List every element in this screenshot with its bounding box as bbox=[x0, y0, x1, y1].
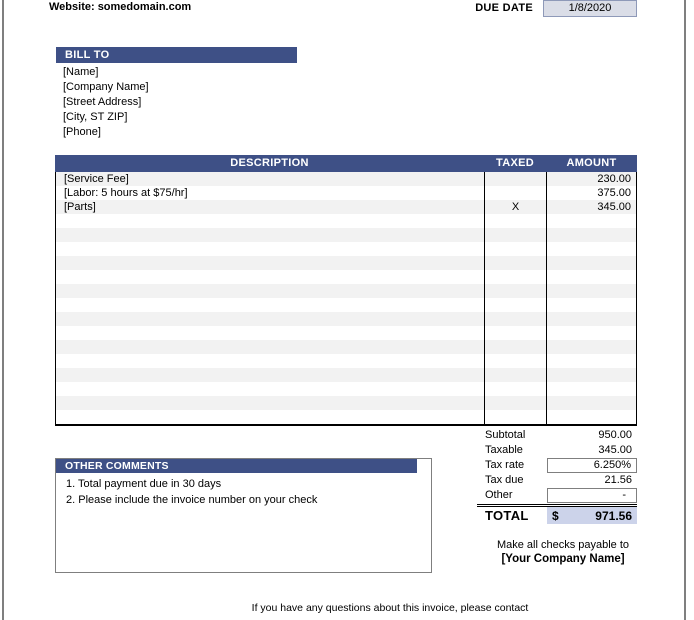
summary-row bbox=[477, 428, 637, 443]
cell-amount[interactable]: 230.00 bbox=[546, 172, 636, 186]
summary-rows bbox=[477, 428, 637, 503]
cell-description[interactable] bbox=[56, 326, 484, 340]
cell-description[interactable] bbox=[56, 340, 484, 354]
table-header-row bbox=[55, 155, 637, 172]
cell-taxed[interactable] bbox=[484, 228, 546, 242]
cell-amount[interactable] bbox=[546, 396, 636, 410]
cell-taxed[interactable] bbox=[484, 298, 546, 312]
table-row[interactable] bbox=[56, 368, 636, 382]
cell-description[interactable] bbox=[56, 270, 484, 284]
cell-description[interactable] bbox=[56, 382, 484, 396]
cell-description[interactable]: [Service Fee] bbox=[64, 173, 129, 185]
cell-amount[interactable] bbox=[546, 214, 636, 228]
table-row[interactable] bbox=[56, 382, 636, 396]
total-row bbox=[477, 504, 637, 524]
summary-value-input[interactable]: 6.250% bbox=[547, 458, 637, 473]
cell-amount[interactable] bbox=[546, 382, 636, 396]
table-row[interactable] bbox=[56, 186, 636, 200]
website-text: Website: somedomain.com bbox=[49, 1, 192, 13]
totals-summary bbox=[477, 428, 637, 524]
cell-taxed[interactable] bbox=[484, 354, 546, 368]
checks-payable bbox=[445, 538, 681, 567]
cell-description[interactable] bbox=[56, 410, 484, 424]
footer-contact-text: If you have any questions about this invoice, please contact bbox=[251, 602, 529, 614]
table-row[interactable] bbox=[56, 298, 636, 312]
cell-description[interactable]: [Parts] bbox=[64, 201, 96, 213]
payable-company-name[interactable]: [Your Company Name] bbox=[501, 553, 625, 565]
comment-line[interactable]: 2. Please include the invoice number on your check bbox=[66, 494, 318, 506]
table-row[interactable] bbox=[56, 410, 636, 424]
summary-label: Tax rate bbox=[485, 459, 525, 471]
table-row[interactable] bbox=[56, 172, 636, 186]
column-header-taxed: TAXED bbox=[496, 157, 534, 169]
cell-amount[interactable] bbox=[546, 298, 636, 312]
table-row[interactable] bbox=[56, 340, 636, 354]
page-border-right bbox=[684, 0, 686, 620]
invoice-items-table bbox=[55, 155, 637, 426]
table-body bbox=[55, 172, 637, 426]
total-amount: 971.56 bbox=[595, 508, 632, 523]
cell-taxed[interactable] bbox=[484, 242, 546, 256]
table-row[interactable] bbox=[56, 284, 636, 298]
summary-row bbox=[477, 443, 637, 458]
cell-description[interactable]: [Labor: 5 hours at $75/hr] bbox=[64, 187, 188, 199]
summary-row bbox=[477, 473, 637, 488]
cell-amount[interactable] bbox=[546, 340, 636, 354]
bill-to-line[interactable]: [City, ST ZIP] bbox=[63, 111, 128, 123]
cell-taxed[interactable] bbox=[484, 326, 546, 340]
cell-amount[interactable] bbox=[546, 326, 636, 340]
bill-to-line[interactable]: [Company Name] bbox=[63, 81, 149, 93]
cell-description[interactable] bbox=[56, 242, 484, 256]
cell-amount[interactable] bbox=[546, 270, 636, 284]
cell-amount[interactable] bbox=[546, 354, 636, 368]
table-row[interactable] bbox=[56, 228, 636, 242]
currency-symbol: $ bbox=[552, 508, 559, 523]
cell-taxed[interactable] bbox=[484, 410, 546, 424]
due-date-input[interactable]: 1/8/2020 bbox=[543, 0, 637, 17]
cell-description[interactable] bbox=[56, 354, 484, 368]
cell-amount[interactable]: 345.00 bbox=[546, 200, 636, 214]
cell-description[interactable] bbox=[56, 214, 484, 228]
cell-description[interactable] bbox=[56, 298, 484, 312]
cell-amount[interactable] bbox=[546, 242, 636, 256]
comment-line[interactable]: 1. Total payment due in 30 days bbox=[66, 478, 222, 490]
cell-taxed[interactable] bbox=[484, 340, 546, 354]
cell-amount[interactable] bbox=[546, 256, 636, 270]
table-row[interactable] bbox=[56, 354, 636, 368]
cell-taxed[interactable] bbox=[484, 214, 546, 228]
cell-taxed[interactable] bbox=[484, 368, 546, 382]
cell-taxed[interactable] bbox=[484, 312, 546, 326]
cell-taxed[interactable] bbox=[484, 396, 546, 410]
cell-taxed[interactable] bbox=[484, 256, 546, 270]
bill-to-line[interactable]: [Name] bbox=[63, 66, 99, 78]
table-row[interactable] bbox=[56, 200, 636, 214]
cell-description[interactable] bbox=[56, 256, 484, 270]
table-row[interactable] bbox=[56, 214, 636, 228]
cell-description[interactable] bbox=[56, 396, 484, 410]
summary-label: Tax due bbox=[485, 474, 524, 486]
cell-description[interactable] bbox=[56, 284, 484, 298]
summary-value: 21.56 bbox=[604, 474, 632, 486]
cell-taxed[interactable] bbox=[484, 186, 546, 200]
cell-taxed[interactable]: X bbox=[484, 200, 546, 214]
cell-amount[interactable] bbox=[546, 410, 636, 424]
cell-amount[interactable] bbox=[546, 228, 636, 242]
summary-value: 950.00 bbox=[598, 429, 632, 441]
table-row[interactable] bbox=[56, 256, 636, 270]
table-row[interactable] bbox=[56, 396, 636, 410]
summary-value: 345.00 bbox=[598, 444, 632, 456]
cell-description[interactable] bbox=[56, 228, 484, 242]
table-row[interactable] bbox=[56, 326, 636, 340]
bill-to-address bbox=[63, 65, 149, 140]
summary-value-input[interactable]: - bbox=[547, 488, 637, 503]
page-border-left bbox=[2, 0, 4, 620]
comments-list bbox=[56, 473, 431, 508]
bill-to-header: BILL TO bbox=[56, 47, 297, 63]
table-row[interactable] bbox=[56, 312, 636, 326]
cell-amount[interactable] bbox=[546, 368, 636, 382]
summary-row bbox=[477, 488, 637, 503]
cell-taxed[interactable] bbox=[484, 284, 546, 298]
other-comments-box bbox=[55, 458, 432, 573]
cell-taxed[interactable] bbox=[484, 382, 546, 396]
table-row[interactable] bbox=[56, 270, 636, 284]
due-date-label: DUE DATE bbox=[475, 2, 533, 14]
cell-amount[interactable] bbox=[546, 284, 636, 298]
column-header-description: DESCRIPTION bbox=[230, 157, 309, 169]
summary-row bbox=[477, 458, 637, 473]
total-value-cell bbox=[547, 507, 637, 524]
summary-label: Taxable bbox=[485, 444, 523, 456]
cell-taxed[interactable] bbox=[484, 172, 546, 186]
cell-amount[interactable]: 375.00 bbox=[546, 186, 636, 200]
cell-amount[interactable] bbox=[546, 312, 636, 326]
summary-label: Subtotal bbox=[485, 429, 526, 441]
other-comments-header: OTHER COMMENTS bbox=[56, 459, 417, 473]
bill-to-line[interactable]: [Street Address] bbox=[63, 96, 142, 108]
total-label: TOTAL bbox=[485, 508, 529, 523]
column-header-amount: AMOUNT bbox=[566, 157, 617, 169]
payable-text: Make all checks payable to bbox=[496, 539, 630, 551]
cell-description[interactable] bbox=[56, 312, 484, 326]
summary-label: Other bbox=[485, 489, 513, 501]
bill-to-line[interactable]: [Phone] bbox=[63, 126, 101, 138]
cell-description[interactable] bbox=[56, 368, 484, 382]
cell-taxed[interactable] bbox=[484, 270, 546, 284]
table-row[interactable] bbox=[56, 242, 636, 256]
